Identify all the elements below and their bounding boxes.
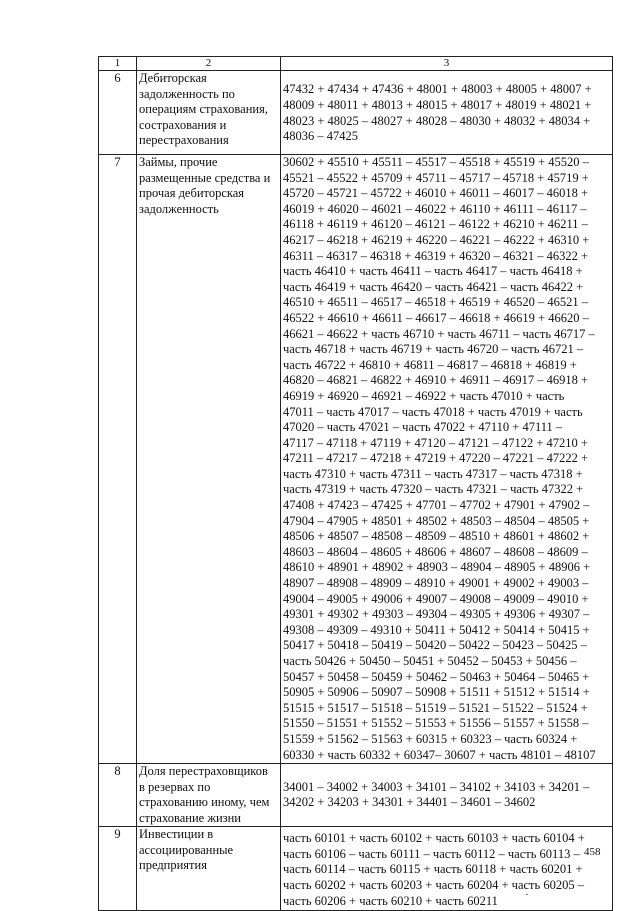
header-cell-1: 1 bbox=[99, 57, 137, 71]
formula-line: 47020 – часть 47021 – часть 47022 + 47110 + 47111 – bbox=[283, 420, 563, 435]
row-number: 7 bbox=[99, 155, 137, 764]
formula-line: 45720 – 45721 – 45722 + 46010 + 46011 – 46017 – 46018 + bbox=[283, 186, 589, 201]
formula-line: 51559 + 51562 – 51563 + 60315 + 60323 – часть 60324 + bbox=[283, 731, 578, 746]
formula-line: часть 60202 + часть 60203 + часть 60204 + часть 60205 – bbox=[283, 877, 584, 892]
row-indicator-name bbox=[137, 827, 281, 911]
indicator-name-line: размещенные средства и bbox=[139, 170, 271, 185]
formula-line: 34202 + 34203 + 34301 + 34401 – 34601 – 34602 bbox=[283, 795, 536, 810]
scan-speck bbox=[526, 894, 528, 895]
formula-line: 60330 + часть 60332 + 60347– 30607 + часть 48101 – 48107 bbox=[283, 747, 596, 762]
formula-line: 51515 + 51517 – 51518 – 51519 – 51521 – 51522 – 51524 + bbox=[283, 700, 588, 715]
formula-line: 34001 – 34002 + 34003 + 34101 – 34102 + 34103 + 34201 – bbox=[283, 779, 590, 794]
row-number: 9 bbox=[99, 827, 137, 911]
indicator-name-line: сострахования и bbox=[139, 117, 227, 132]
row-number: 6 bbox=[99, 71, 137, 155]
formula-line: часть 47310 + часть 47311 – часть 47317 – часть 47318 + bbox=[283, 466, 583, 481]
formula-line: 47904 – 47905 + 48501 + 48502 + 48503 – 48504 – 48505 + bbox=[283, 513, 590, 528]
indicator-name-line: задолженность bbox=[139, 201, 219, 216]
formula-line: 48009 + 48011 + 48013 + 48015 + 48017 + 48019 + 48021 + bbox=[283, 97, 592, 112]
formula-line: 48603 – 48604 – 48605 + 48606 + 48607 – 48608 – 48609 – bbox=[283, 544, 588, 559]
row-indicator-name bbox=[137, 155, 281, 764]
formula-line: 48036 – 47425 bbox=[283, 129, 358, 144]
indicator-name-line: операциям страхования, bbox=[139, 102, 268, 116]
indicator-name-line: прочая дебиторская bbox=[139, 186, 245, 200]
formula-line: 48506 + 48507 – 48508 – 48509 – 48510 + 48601 + 48602 + bbox=[283, 529, 590, 544]
formula-line: 50457 + 50458 – 50459 + 50462 – 50463 + 50464 – 50465 + bbox=[283, 669, 590, 684]
table-row bbox=[99, 764, 613, 827]
row-account-formula bbox=[281, 764, 613, 827]
table-row bbox=[99, 71, 613, 155]
indicator-name-line: Займы, прочие bbox=[139, 155, 218, 169]
formula-line: 46118 + 46119 + 46120 – 46121 – 46122 + 46210 + 46211 – bbox=[283, 217, 588, 232]
formula-line: 45521 – 45522 + 45709 + 45711 – 45717 – 45718 + 45719 + bbox=[283, 170, 589, 185]
row-account-formula bbox=[281, 155, 613, 764]
formula-line: часть 50426 + 50450 – 50451 + 50452 – 50453 + 50456 – bbox=[283, 654, 577, 668]
formula-line: 48610 + 48901 + 48902 + 48903 – 48904 – 48905 + 48906 + bbox=[283, 560, 591, 575]
formula-line: часть 47319 + часть 47320 – часть 47321 – часть 47322 + bbox=[283, 482, 584, 497]
formula-line: 46019 + 46020 – 46021 – 46022 + 46110 + 46111 – 46117 – bbox=[283, 201, 587, 216]
row-indicator-name bbox=[137, 764, 281, 827]
formula-line: 48907 – 48908 – 48909 – 48910 + 49001 + 49002 + 49003 – bbox=[283, 576, 589, 591]
indicator-name-line: Дебиторская bbox=[139, 71, 207, 85]
indicator-name-line: Инвестиции в bbox=[139, 827, 214, 842]
formula-line: 51550 – 51551 + 51552 – 51553 + 51556 – 51557 + 51558 – bbox=[283, 716, 589, 731]
formula-line: 46217 – 46218 + 46219 + 46220 – 46221 – 46222 + 46310 + bbox=[283, 232, 590, 247]
formula-line: часть 46722 + 46810 + 46811 – 46817 – 46818 + 46819 + bbox=[283, 357, 577, 372]
formula-line: 47117 – 47118 + 47119 + 47120 – 47121 – 47122 + 47210 + bbox=[283, 435, 588, 450]
indicator-name-line: ассоциированные bbox=[139, 842, 234, 857]
row-account-formula bbox=[281, 827, 613, 911]
table-row bbox=[99, 827, 613, 911]
formula-line: часть 46718 + часть 46719 + часть 46720 – часть 46721 – bbox=[283, 342, 584, 357]
formula-line: 46621 – 46622 + часть 46710 + часть 46711 – часть 46717 – bbox=[283, 326, 595, 341]
formula-line: 46522 + 46610 + 46611 – 46617 – 46618 + 46619 + 46620 – bbox=[283, 310, 589, 325]
indicator-name-line: предприятия bbox=[139, 858, 207, 873]
formula-line: 47432 + 47434 + 47436 + 48001 + 48003 + 48005 + 48007 + bbox=[283, 82, 592, 97]
indicator-name-line: Доля перестраховщиков bbox=[139, 764, 268, 779]
formula-line: 50417 + 50418 – 50419 – 50420 – 50422 – 50423 – 50425 – bbox=[283, 638, 587, 653]
row-indicator-name bbox=[137, 71, 281, 155]
formula-line: 46510 + 46511 – 46517 – 46518 + 46519 + 46520 – 46521 – bbox=[283, 295, 589, 310]
formula-line: 46311 – 46317 – 46318 + 46319 + 46320 – 46321 – 46322 + bbox=[283, 248, 589, 263]
page-number: 458 bbox=[584, 846, 601, 858]
formula-line: 46820 – 46821 – 46822 + 46910 + 46911 – 46917 – 46918 + bbox=[283, 373, 589, 388]
formula-line: часть 60106 – часть 60111 – часть 60112 – часть 60113 – bbox=[283, 846, 580, 861]
indicator-name-line: страхование жизни bbox=[139, 810, 241, 825]
formula-line: часть 60114 – часть 60115 + часть 60118 + часть 60201 + bbox=[283, 862, 583, 877]
indicator-name-line: в резервах по bbox=[139, 779, 211, 794]
formula-line: часть 60101 + часть 60102 + часть 60103 + часть 60104 + bbox=[283, 831, 585, 846]
indicator-name-line: перестрахования bbox=[139, 133, 229, 147]
formula-line: 49301 + 49302 + 49303 – 49304 – 49305 + 49306 + 49307 – bbox=[283, 607, 590, 622]
table-header-row bbox=[99, 57, 613, 71]
formula-line: 50905 + 50906 – 50907 – 50908 + 51511 + 51512 + 51514 + bbox=[283, 685, 590, 700]
formula-line: часть 60206 + часть 60210 + часть 60211 bbox=[283, 893, 498, 908]
formula-line: 46919 + 46920 – 46921 – 46922 + часть 47010 + часть bbox=[283, 388, 565, 403]
header-cell-3: 3 bbox=[281, 57, 613, 71]
formula-line: часть 46410 + часть 46411 – часть 46417 – часть 46418 + bbox=[283, 264, 583, 279]
header-cell-2: 2 bbox=[137, 57, 281, 71]
indicator-name-line: страхованию иному, чем bbox=[139, 795, 270, 810]
table-row bbox=[99, 155, 613, 764]
row-account-formula bbox=[281, 71, 613, 155]
formula-line: 47408 + 47423 – 47425 + 47701 – 47702 + 47901 + 47902 – bbox=[283, 498, 590, 513]
formula-line: 49308 – 49309 – 49310 + 50411 + 50412 + 50414 + 50415 + bbox=[283, 622, 590, 637]
accounts-table bbox=[98, 56, 613, 911]
formula-line: 47211 – 47217 – 47218 + 47219 + 47220 – 47221 – 47222 + bbox=[283, 451, 589, 466]
formula-line: часть 46419 + часть 46420 – часть 46421 – часть 46422 + bbox=[283, 279, 584, 294]
formula-line: 49004 – 49005 + 49006 + 49007 – 49008 – 49009 – 49010 + bbox=[283, 591, 589, 606]
formula-line: 48023 + 48025 – 48027 + 48028 – 48030 + 48032 + 48034 + bbox=[283, 113, 591, 128]
indicator-name-line: задолженность по bbox=[139, 86, 235, 101]
formula-line: 30602 + 45510 + 45511 – 45517 – 45518 + 45519 + 45520 – bbox=[283, 155, 589, 169]
formula-line: 47011 – часть 47017 – часть 47018 + часть 47019 + часть bbox=[283, 404, 583, 419]
row-number: 8 bbox=[99, 764, 137, 827]
